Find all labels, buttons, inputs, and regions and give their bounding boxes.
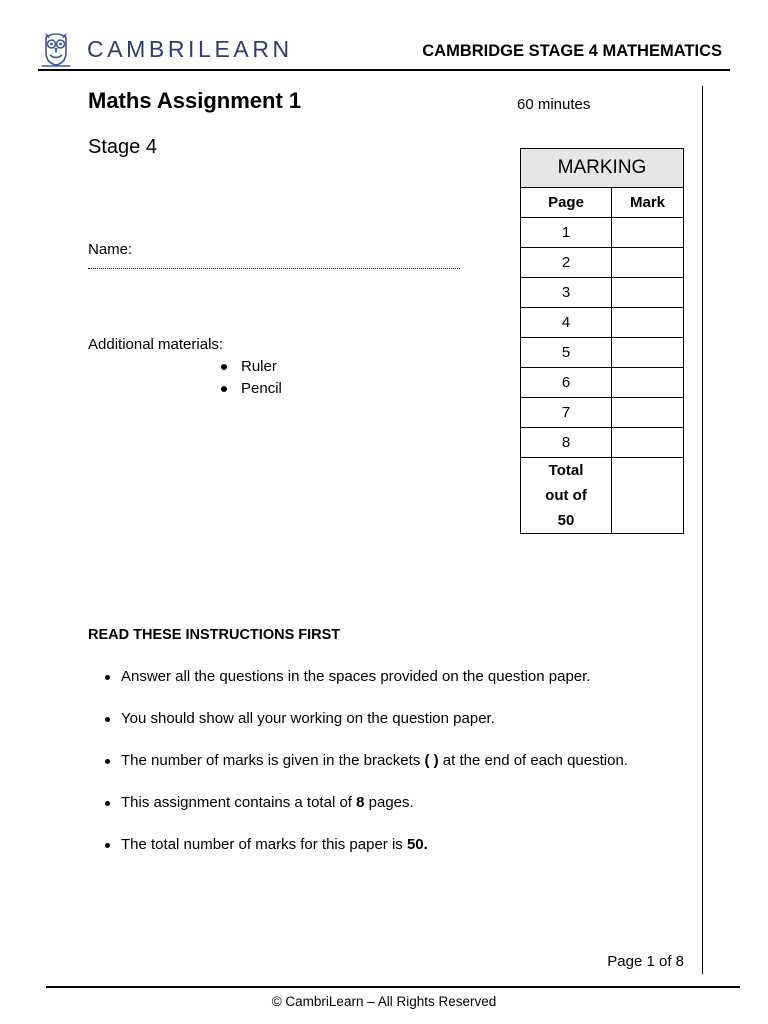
page-cell: 5: [521, 338, 612, 368]
table-row: [521, 338, 684, 368]
mark-cell[interactable]: [612, 398, 684, 428]
marking-title: MARKING: [521, 149, 684, 188]
assignment-title: Maths Assignment 1: [88, 88, 302, 113]
table-row: [521, 218, 684, 248]
name-line[interactable]: [88, 262, 460, 269]
page-cell: 2: [521, 248, 612, 278]
instructions-list: [104, 666, 704, 876]
material-item: Pencil: [218, 378, 282, 400]
stage-label: Stage 4: [88, 136, 157, 158]
page-cell: 4: [521, 308, 612, 338]
header-title: CAMBRIDGE STAGE 4 MATHEMATICS: [422, 42, 722, 60]
page-cell: 1: [521, 218, 612, 248]
col-header-page: Page: [521, 188, 612, 218]
footer-divider: [46, 986, 740, 988]
instruction-item: You should show all your working on the question paper.: [104, 708, 704, 750]
copyright-text: © CambriLearn – All Rights Reserved: [271, 994, 497, 1009]
mark-cell[interactable]: [612, 218, 684, 248]
table-row: [521, 278, 684, 308]
instruction-item: The number of marks is given in the brackets ( ) at the end of each question.: [104, 750, 704, 792]
mark-cell[interactable]: [612, 428, 684, 458]
brand-name: CAMBRILEARN: [87, 36, 293, 62]
mark-cell[interactable]: [612, 278, 684, 308]
material-item: Ruler: [218, 356, 282, 378]
instruction-item: Answer all the questions in the spaces provided on the question paper.: [104, 666, 704, 708]
mark-cell[interactable]: [612, 308, 684, 338]
total-line: 50: [557, 512, 575, 529]
instructions-heading: READ THESE INSTRUCTIONS FIRST: [88, 627, 341, 643]
instruction-item: The total number of marks for this paper is 50.: [104, 834, 704, 876]
table-row: [521, 398, 684, 428]
page-number: Page 1 of 8: [607, 953, 684, 970]
total-line: Total: [548, 462, 584, 479]
table-row: [521, 428, 684, 458]
owl-logo-icon: [38, 28, 74, 68]
page-cell: 6: [521, 368, 612, 398]
total-mark-cell[interactable]: [612, 458, 684, 534]
materials-label: Additional materials:: [88, 336, 224, 353]
name-label: Name:: [88, 241, 133, 258]
mark-cell[interactable]: [612, 368, 684, 398]
table-row: [521, 308, 684, 338]
table-row: [521, 368, 684, 398]
table-row: [521, 248, 684, 278]
total-label: [521, 458, 612, 534]
materials-list: [218, 356, 282, 400]
mark-cell[interactable]: [612, 338, 684, 368]
mark-cell[interactable]: [612, 248, 684, 278]
instruction-item: This assignment contains a total of 8 pages.: [104, 792, 704, 834]
header-divider: [38, 69, 730, 71]
page-cell: 8: [521, 428, 612, 458]
col-header-mark: Mark: [612, 188, 684, 218]
duration-label: 60 minutes: [517, 96, 591, 113]
total-line: out of: [545, 487, 587, 504]
total-row: [521, 458, 684, 534]
page-cell: 3: [521, 278, 612, 308]
page-cell: 7: [521, 398, 612, 428]
marking-table: [520, 148, 684, 534]
